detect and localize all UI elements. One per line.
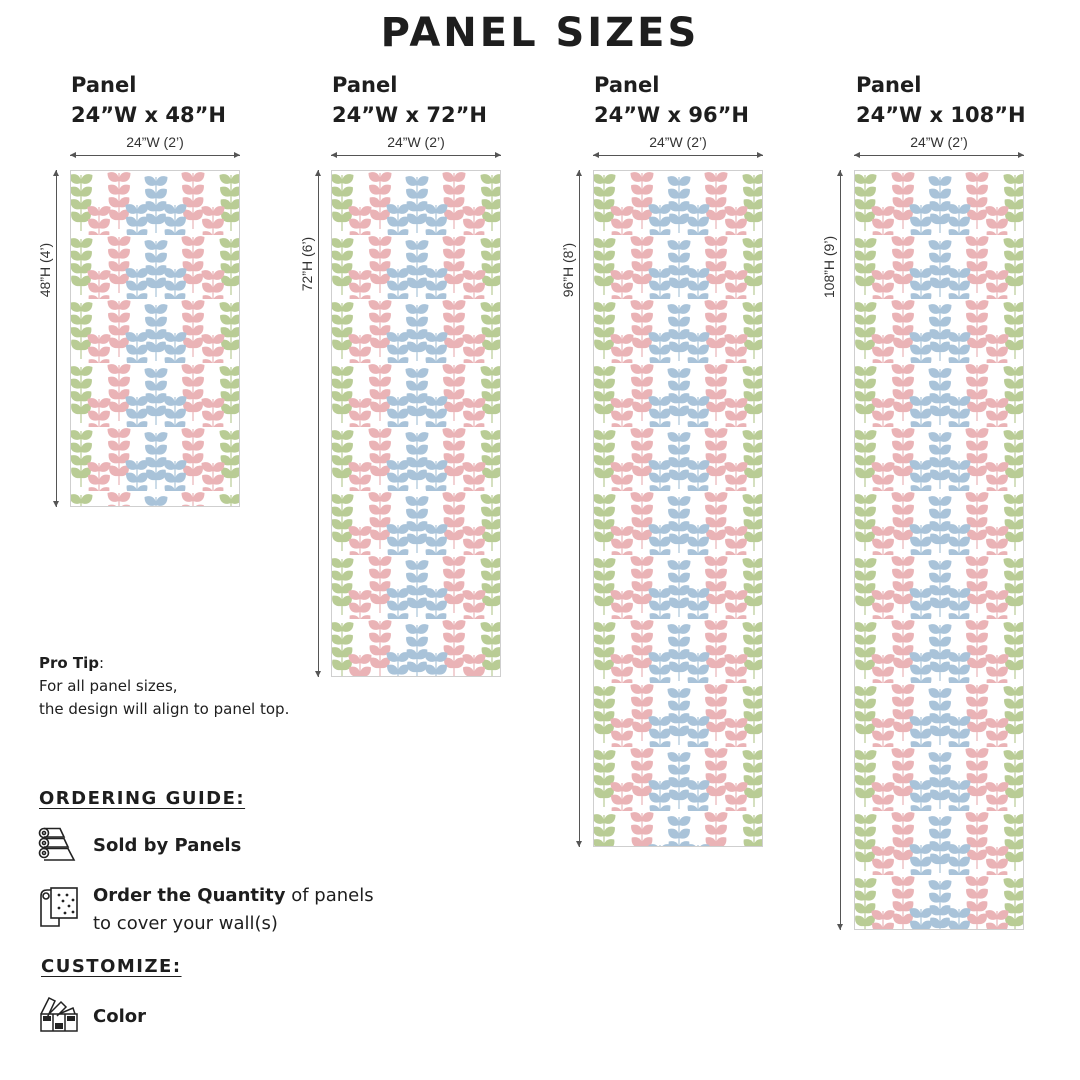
customize-color-text: Color xyxy=(93,1006,146,1027)
panel-4-preview xyxy=(854,170,1024,930)
panel-4-width-label: 24”W (2’) xyxy=(910,134,968,150)
panel-1-width-label: 24”W (2’) xyxy=(126,134,184,150)
panel-3-width-label: 24”W (2’) xyxy=(649,134,707,150)
order-quantity-bold: Order the Quantity xyxy=(93,885,286,906)
pro-tip-line-1: For all panel sizes, xyxy=(39,677,178,695)
panel-4-heading xyxy=(856,70,1026,130)
page-title: PANEL SIZES xyxy=(380,10,700,56)
panel-1-height-arrow xyxy=(56,170,57,507)
panel-2-preview xyxy=(331,170,501,677)
panel-4-height-label: 108”H (9’) xyxy=(821,235,837,299)
paper-rolls-icon xyxy=(38,827,78,863)
pro-tip xyxy=(39,652,289,721)
panel-2-size: 24”W x 72”H xyxy=(332,103,487,127)
panel-4-height-arrow xyxy=(840,170,841,930)
panel-3-label: Panel xyxy=(594,73,660,97)
ordering-guide-heading: ORDERING GUIDE: xyxy=(39,788,246,809)
order-quantity-text xyxy=(93,882,374,938)
panel-1-heading xyxy=(71,70,226,130)
pro-tip-label: Pro Tip xyxy=(39,654,100,672)
color-swatch-icon xyxy=(39,996,79,1034)
panel-3-height-arrow xyxy=(579,170,580,847)
panel-1-height-label: 48”H (4’) xyxy=(37,242,53,298)
panel-4-width-arrow xyxy=(854,155,1024,156)
panel-4-label: Panel xyxy=(856,73,922,97)
panel-2-height-arrow xyxy=(318,170,319,677)
panel-3-size: 24”W x 96”H xyxy=(594,103,749,127)
panel-2-height-label: 72”H (6’) xyxy=(299,236,315,292)
order-quantity-line-2: to cover your wall(s) xyxy=(93,913,278,934)
pro-tip-colon: : xyxy=(99,654,105,672)
panel-2-width-label: 24”W (2’) xyxy=(387,134,445,150)
panel-1-width-arrow xyxy=(70,155,240,156)
panel-4-size: 24”W x 108”H xyxy=(856,103,1026,127)
panel-2-label: Panel xyxy=(332,73,398,97)
panel-2-width-arrow xyxy=(331,155,501,156)
panel-1-preview xyxy=(70,170,240,507)
panel-1-label: Panel xyxy=(71,73,137,97)
panel-3-heading xyxy=(594,70,749,130)
panel-3-preview xyxy=(593,170,763,847)
sold-by-panels-text: Sold by Panels xyxy=(93,835,242,856)
pro-tip-line-2: the design will align to panel top. xyxy=(39,700,290,718)
wallpaper-roll-icon xyxy=(39,886,79,928)
order-quantity-rest: of panels xyxy=(285,885,374,906)
panel-3-width-arrow xyxy=(593,155,763,156)
panel-1-size: 24”W x 48”H xyxy=(71,103,226,127)
panel-2-heading xyxy=(332,70,487,130)
customize-heading: CUSTOMIZE: xyxy=(41,956,182,977)
panel-3-height-label: 96”H (8’) xyxy=(560,242,576,298)
